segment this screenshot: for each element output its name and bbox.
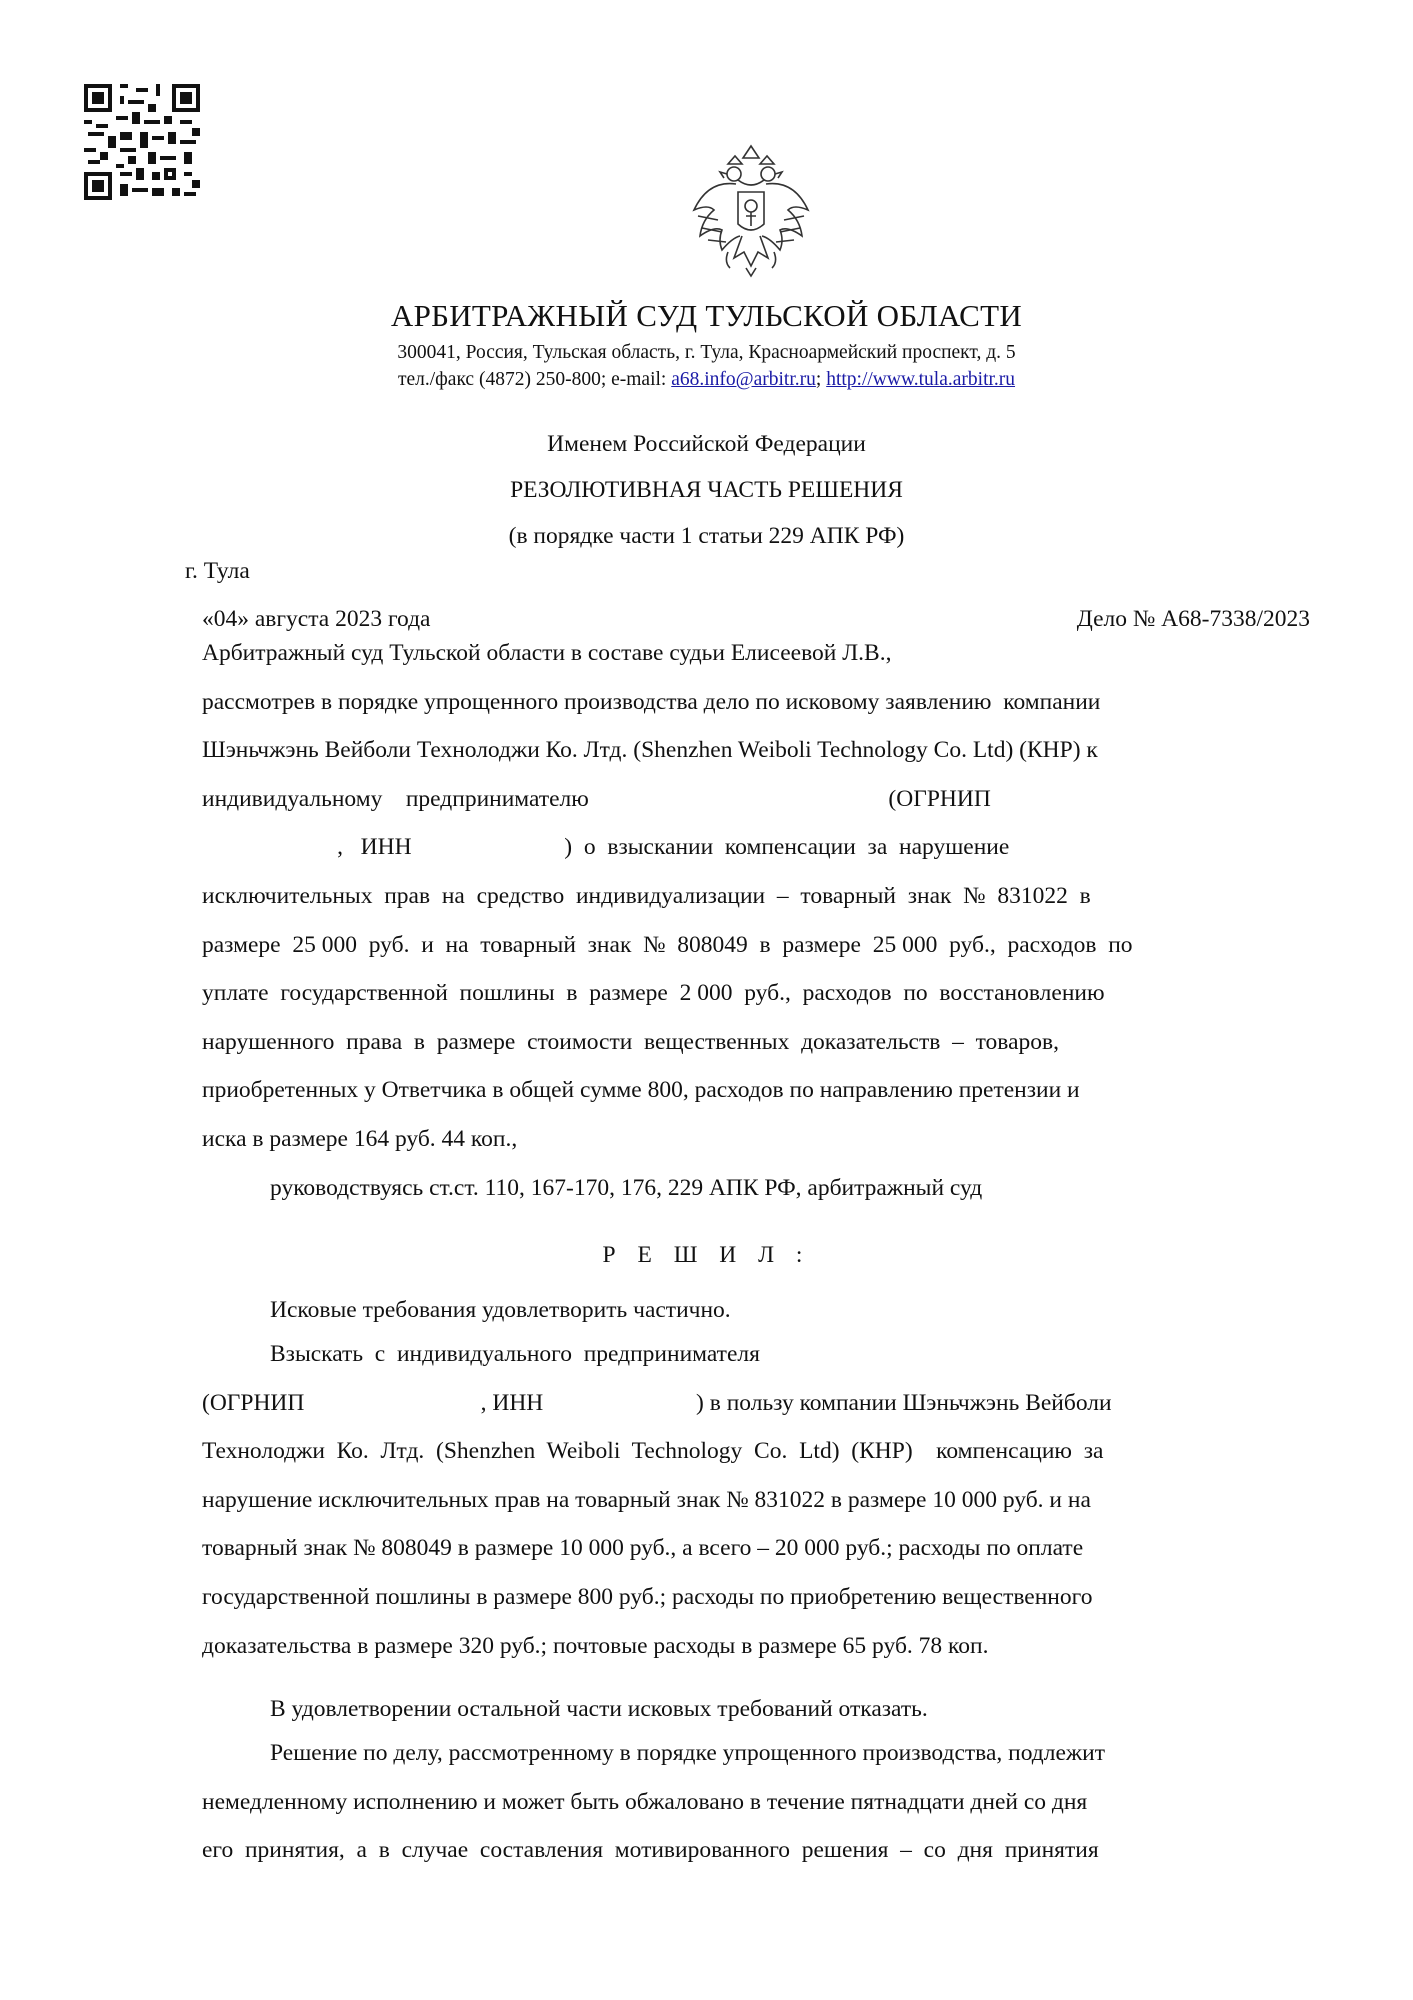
- text-line: нарушение исключительных прав на товарный знак № 831022 в размере 10 000 руб. и на: [202, 1486, 1091, 1513]
- text-line: исключительных прав на средство индивидуализации – товарный знак № 831022 в: [202, 882, 1091, 909]
- website-link[interactable]: http://www.tula.arbitr.ru: [826, 369, 1016, 390]
- text-line: нарушенного права в размере стоимости вещественных доказательств – товаров,: [202, 1028, 1059, 1055]
- recovery-paragraph: [202, 1330, 1310, 1670]
- qr-code: [84, 84, 200, 200]
- text-line: иска в размере 164 руб. 44 коп.,: [202, 1125, 518, 1152]
- text-line: Арбитражный суд Тульской области в составе судьи Елисеевой Л.В.,: [202, 640, 892, 666]
- court-name: АРБИТРАЖНЫЙ СУД ТУЛЬСКОЙ ОБЛАСТИ: [390, 298, 1023, 333]
- text-line: рассмотрев в порядке упрощенного производства дело по исковому заявлению компании: [202, 688, 1101, 715]
- text-line: уплате государственной пошлины в размере 2 000 руб., расходов по восстановлению: [202, 980, 1105, 1007]
- text-line: Решение по делу, рассмотренному в порядке упрощенного производства, подлежит: [270, 1740, 1105, 1766]
- refusal-paragraph: В удовлетворении остальной части исковых требований отказать.: [270, 1696, 928, 1722]
- text-line: государственной пошлины в размере 800 руб.; расходы по приобретению вещественного: [202, 1583, 1093, 1610]
- guided-by-line: руководствуясь ст.ст. 110, 167-170, 176, 229 АПК РФ, арбитражный суд: [270, 1174, 983, 1201]
- court-contacts: [0, 367, 1413, 393]
- text-line: немедленному исполнению и может быть обжаловано в течение пятнадцати дней со дня: [202, 1788, 1088, 1815]
- document-title: РЕЗОЛЮТИВНАЯ ЧАСТЬ РЕШЕНИЯ: [510, 477, 903, 503]
- text-line: индивидуальному предпринимателю (ОГРНИП: [202, 785, 991, 812]
- intro-paragraph: [202, 629, 1310, 1212]
- text-line: , ИНН ) о взыскании компенсации за нарушение: [202, 834, 1010, 861]
- procedure-note: (в порядке части 1 статьи 229 АПК РФ): [508, 523, 905, 549]
- decision-date: «04» августа 2023 года: [202, 606, 431, 632]
- text-line: приобретенных у Ответчика в общей сумме 800, расходов по направлению претензии и: [202, 1077, 1080, 1104]
- court-address: 300041, Россия, Тульская область, г. Тула, Красноармейский проспект, д. 5: [397, 342, 1016, 363]
- appeal-paragraph: [202, 1729, 1310, 1875]
- text-line: Взыскать с индивидуального предпринимателя: [270, 1341, 760, 1367]
- text-line: Технолоджи Ко. Лтд. (Shenzhen Weiboli Technology Co. Ltd) (КНР) компенсацию за: [202, 1438, 1104, 1465]
- phone-fax: тел./факс (4872) 250-800; e-mail:: [397, 369, 672, 390]
- claims-satisfied-paragraph: Исковые требования удовлетворить частично.: [270, 1297, 731, 1323]
- case-number: Дело № А68-7338/2023: [1076, 606, 1310, 632]
- text-line: Шэньчжэнь Вейболи Технолоджи Ко. Лтд. (Shenzhen Weiboli Technology Co. Ltd) (КНР) к: [202, 737, 1098, 764]
- text-line: доказательства в размере 320 руб.; почтовые расходы в размере 65 руб. 78 коп.: [202, 1632, 989, 1659]
- resolved-heading: Р Е Ш И Л :: [602, 1242, 811, 1268]
- in-the-name-line: Именем Российской Федерации: [547, 431, 866, 457]
- text-line: размере 25 000 руб. и на товарный знак № 808049 в размере 25 000 руб., расходов по: [202, 931, 1133, 958]
- email-link[interactable]: a68.info@arbitr.ru: [671, 369, 816, 390]
- text-line: его принятия, а в случае составления мотивированного решения – со дня принятия: [202, 1837, 1099, 1864]
- text-line: товарный знак № 808049 в размере 10 000 руб., а всего – 20 000 руб.; расходы по оплате: [202, 1535, 1084, 1562]
- city: г. Тула: [185, 558, 250, 584]
- coat-of-arms-emblem: [688, 140, 814, 278]
- contacts-separator: ;: [815, 369, 827, 390]
- text-line: (ОГРНИП , ИНН ) в пользу компании Шэньчжэнь Вейболи: [202, 1389, 1112, 1416]
